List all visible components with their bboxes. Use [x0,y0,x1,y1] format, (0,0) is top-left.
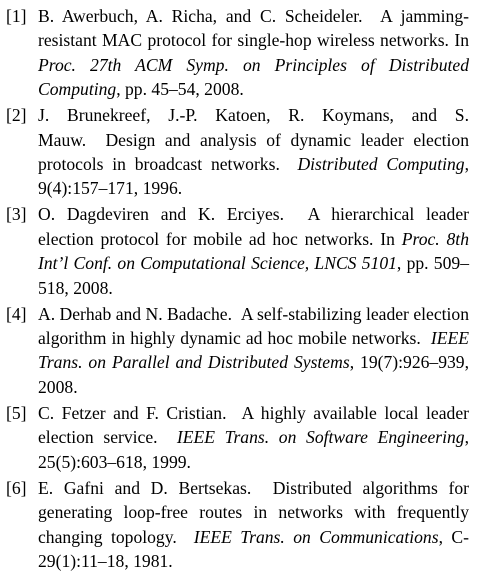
reference-in: In [380,228,395,249]
reference-text [38,6,469,99]
reference-title: Distributed algorithms for generating loop-free routes in networks with frequently changing topology. [38,477,470,547]
reference-venue: Proc. 8th Int’l Conf. on Computational Science, LNCS 5101 [38,228,469,274]
reference-title: A hierarchical leader election protocol for mobile ad hoc networks. [38,204,469,249]
reference-text [38,204,469,297]
reference-entry-3 [6,202,469,300]
reference-venue: Distributed Computing [297,154,465,175]
reference-authors: B. Awerbuch, A. Richa, and C. Scheideler. [38,6,363,26]
reference-entry-6 [6,476,469,574]
reference-title: A jamming-resistant MAC protocol for single-hop wireless networks. [38,6,470,51]
reference-title: A self-stabilizing leader election algorithm in highly dynamic ad hoc mobile networks. [38,303,470,349]
reference-number: [6] [6,477,27,498]
reference-details: , 9(4):157–171, 1996. [38,154,470,199]
reference-title: A highly available local leader election service. [38,402,470,448]
reference-title: Design and analysis of dynamic leader election protocols in broadcast networks. [38,129,470,175]
reference-number: [1] [6,6,27,26]
reference-venue: IEEE Trans. on Software Engineering [176,427,465,448]
reference-authors: O. Dagdeviren and K. Erciyes. [38,204,285,225]
reference-entry-2 [6,103,469,201]
reference-entry-5 [6,401,469,474]
reference-text [38,403,469,472]
reference-authors: E. Gafni and D. Bertsekas. [38,477,252,498]
reference-text [38,304,469,397]
reference-details: , 25(5):603–618, 1999. [38,427,469,472]
reference-number: [3] [6,204,27,225]
reference-authors: J. Brunekreef, J.-P. Katoen, R. Koymans, and S. Mauw. [38,105,469,150]
reference-details: , pp. 45–54, 2008. [116,79,244,100]
reference-venue: Proc. 27th ACM Symp. on Principles of Distributed Computing [38,54,469,100]
reference-details: , 19(7):926–939, 2008. [38,352,469,397]
reference-list [6,4,469,575]
reference-venue: IEEE Trans. on Parallel and Distributed Systems [38,328,469,373]
reference-number: [2] [6,105,27,126]
reference-text [38,105,469,198]
reference-authors: A. Derhab and N. Badache. [38,303,232,324]
reference-details: , pp. 509–518, 2008. [38,253,469,298]
reference-entry-4 [6,302,469,400]
reference-text [38,478,469,571]
reference-authors: C. Fetzer and F. Cristian. [38,402,227,423]
reference-entry-1 [6,4,469,102]
reference-number: [5] [6,402,27,423]
reference-venue: IEEE Trans. on Communications [193,526,439,547]
reference-in: In [454,30,470,51]
reference-details: , C-29(1):11–18, 1981. [38,526,470,571]
reference-number: [4] [6,303,27,324]
